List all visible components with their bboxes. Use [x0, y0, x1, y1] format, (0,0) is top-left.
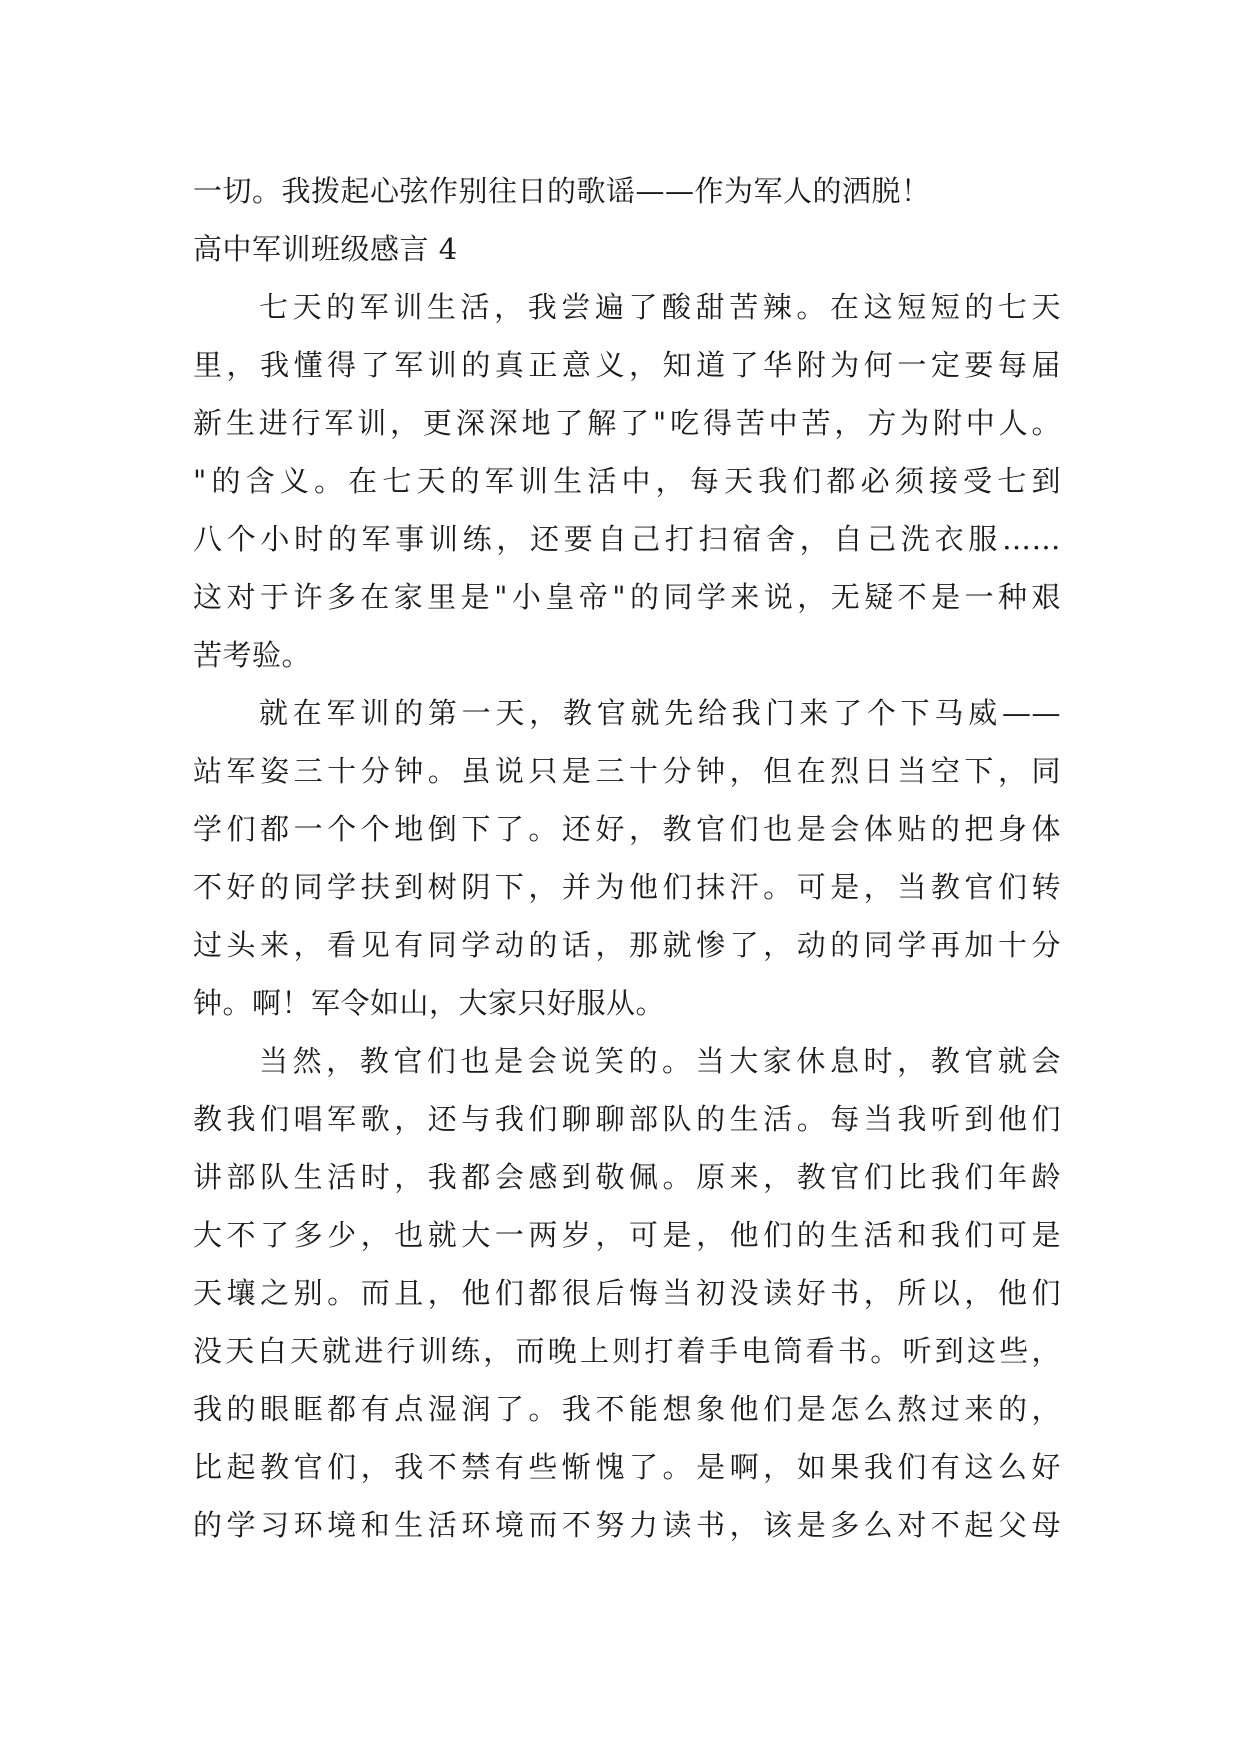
- paragraph-3-line-8: 比起教官们，我不禁有些惭愧了。是啊，如果我们有这么好: [193, 1450, 1061, 1484]
- section-title: 高中军训班级感言 4: [193, 232, 458, 266]
- paragraph-3-line-2: 教我们唱军歌，还与我们聊聊部队的生活。每当我听到他们: [193, 1102, 1061, 1136]
- paragraph-3-line-5: 天壤之别。而且，他们都很后悔当初没读好书，所以，他们: [193, 1276, 1061, 1310]
- paragraph-2-line-5: 过头来，看见有同学动的话，那就惨了，动的同学再加十分: [193, 928, 1061, 962]
- document-body: [193, 162, 1061, 1554]
- paragraph-3-line-4: 大不了多少，也就大一两岁，可是，他们的生活和我们可是: [193, 1218, 1061, 1252]
- paragraph-2-line-3: 学们都一个个地倒下了。还好，教官们也是会体贴的把身体: [193, 812, 1061, 846]
- paragraph-1-line-6: 这对于许多在家里是"小皇帝"的同学来说，无疑不是一种艰: [193, 580, 1061, 614]
- paragraph-3-line-7: 我的眼眶都有点湿润了。我不能想象他们是怎么熬过来的，: [193, 1392, 1061, 1426]
- paragraph-1-line-7: 苦考验。: [193, 638, 312, 672]
- opening-line: 一切。我拨起心弦作别往日的歌谣——作为军人的洒脱！: [193, 174, 931, 208]
- paragraph-1-line-3: 新生进行军训，更深深地了解了"吃得苦中苦，方为附中人。: [193, 406, 1061, 440]
- paragraph-3-line-9: 的学习环境和生活环境而不努力读书，该是多么对不起父母: [193, 1508, 1061, 1542]
- paragraph-1-line-4: "的含义。在七天的军训生活中，每天我们都必须接受七到: [193, 464, 1061, 498]
- paragraph-3-line-6: 没天白天就进行训练，而晚上则打着手电筒看书。听到这些，: [193, 1334, 1061, 1368]
- paragraph-1-line-2: 里，我懂得了军训的真正意义，知道了华附为何一定要每届: [193, 348, 1061, 382]
- paragraph-3-line-3: 讲部队生活时，我都会感到敬佩。原来，教官们比我们年龄: [193, 1160, 1061, 1194]
- paragraph-1-line-1: 七天的军训生活，我尝遍了酸甜苦辣。在这短短的七天: [259, 290, 1061, 324]
- paragraph-2-line-1: 就在军训的第一天，教官就先给我门来了个下马威——: [259, 696, 1061, 730]
- paragraph-1-line-5: 八个小时的军事训练，还要自己打扫宿舍，自己洗衣服……: [193, 522, 1061, 556]
- paragraph-2-line-4: 不好的同学扶到树阴下，并为他们抹汗。可是，当教官们转: [193, 870, 1061, 904]
- paragraph-2-line-6: 钟。啊！军令如山，大家只好服从。: [193, 986, 666, 1020]
- paragraph-3-line-1: 当然，教官们也是会说笑的。当大家休息时，教官就会: [259, 1044, 1061, 1078]
- paragraph-2-line-2: 站军姿三十分钟。虽说只是三十分钟，但在烈日当空下，同: [193, 754, 1061, 788]
